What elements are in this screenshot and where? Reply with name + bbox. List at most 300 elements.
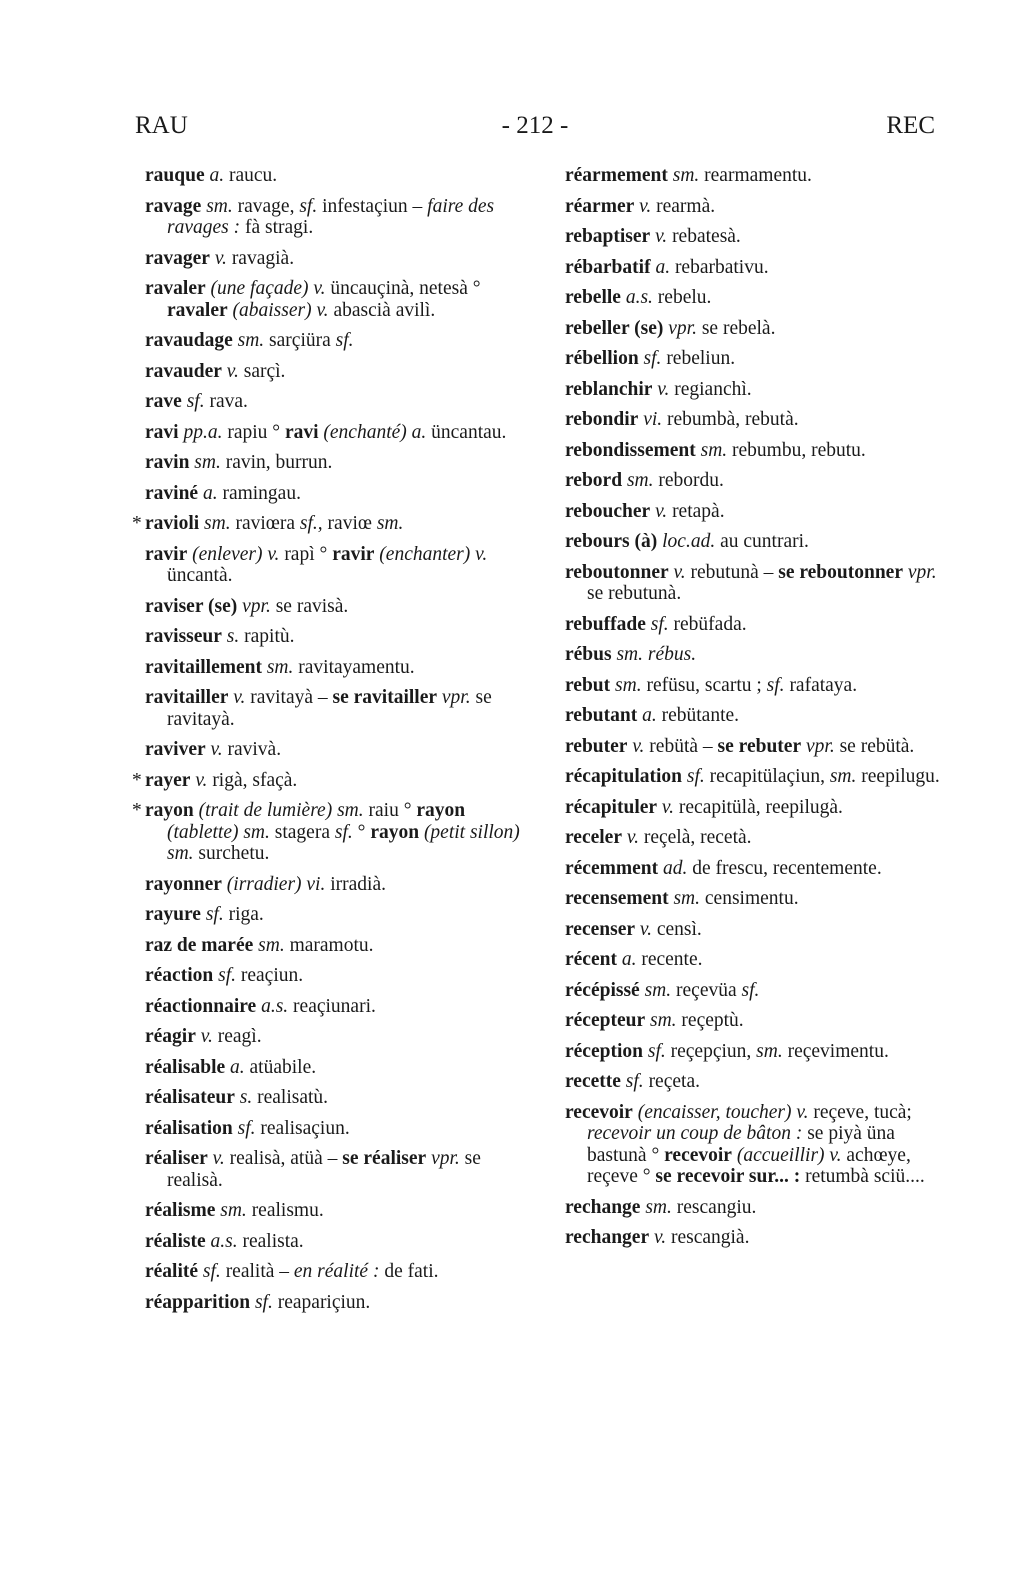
translation-text: se rebutunà. [587, 583, 682, 604]
headword: se reboutonner [778, 561, 903, 583]
translation-text: de frescu, recentemente. [687, 857, 882, 879]
grammar-note: (trait de lumière) sm. [198, 800, 364, 821]
translation-text: reçevüa [671, 979, 742, 1001]
dictionary-entry [145, 544, 525, 587]
translation-text: reçelà, recetà. [638, 827, 752, 848]
headword: réaction [145, 965, 214, 986]
dictionary-entry [145, 657, 525, 679]
grammar-note: v. [210, 739, 223, 760]
translation-text: se piyà üna bastunà ° [587, 1123, 895, 1166]
dictionary-entry [145, 330, 525, 352]
grammar-note: sf. [334, 821, 353, 843]
dictionary-entry [145, 1026, 525, 1048]
page-number: - 212 - [501, 112, 569, 139]
translation-text: abascià avilì. [328, 299, 436, 321]
dictionary-entry [145, 965, 525, 987]
translation-text: rescangiu. [671, 1196, 757, 1218]
headword: récapitulation [565, 766, 682, 787]
grammar-note: s. [226, 626, 240, 647]
grammar-note: (enchanter) v. [379, 543, 488, 565]
headword: recevoir [664, 1144, 732, 1166]
grammar-note: sm. [644, 979, 672, 1001]
translation-text: rafataya. [784, 674, 858, 696]
dictionary-entry [132, 800, 525, 865]
dictionary-entry [145, 196, 525, 239]
headword: rebelle [565, 287, 621, 308]
headword: se réaliser [342, 1148, 427, 1169]
headword: recevoir [565, 1101, 633, 1123]
headword: rébellion [565, 348, 639, 369]
translation-text: fà stragi. [240, 217, 314, 238]
dictionary-entry [145, 1118, 525, 1140]
dictionary-entry [145, 278, 525, 321]
translation-text: recapitülaçiun, [704, 766, 830, 787]
translation-text: üncauçinà, netesà ° [325, 278, 481, 299]
dictionary-entry [565, 766, 945, 788]
grammar-note: sm. [645, 1196, 672, 1218]
grammar-note: sm. [673, 888, 701, 909]
translation-text: achœye, reçeve ° [587, 1144, 911, 1187]
grammar-note: v. [214, 247, 227, 269]
headword: réaliser [145, 1148, 208, 1169]
dictionary-entry [565, 858, 945, 880]
headword: reboutonner [565, 561, 669, 583]
headword: receler [565, 827, 622, 848]
translation-text: infestaçiun – [317, 195, 428, 217]
dictionary-entry [145, 1200, 525, 1222]
translation-text: recente. [636, 949, 703, 970]
headword: ravitaillement [145, 656, 262, 678]
asterisk-marker: * [132, 769, 142, 791]
translation-text: reepilugu. [856, 766, 940, 787]
headword: rebondir [565, 409, 639, 430]
grammar-note: (accueillir) v. [736, 1144, 842, 1166]
headword: ravir [332, 543, 375, 565]
translation-text: reagì. [212, 1026, 262, 1047]
grammar-note: sf. [335, 330, 354, 351]
grammar-note: v. [226, 360, 239, 382]
dictionary-entry [145, 422, 525, 444]
grammar-note: v. [654, 1227, 667, 1248]
translation-text: realisatù. [252, 1087, 329, 1108]
headword: rayer [145, 769, 191, 791]
grammar-note: a.s. [210, 1230, 238, 1252]
grammar-note: sm. [615, 674, 642, 696]
dictionary-entry [145, 1057, 525, 1079]
dictionary-entry [565, 827, 945, 849]
dictionary-entry [565, 1010, 945, 1032]
dictionary-entry [565, 196, 945, 218]
headword: reblanchir [565, 378, 653, 400]
grammar-note: v. [657, 378, 670, 400]
grammar-note: en réalité : [293, 1261, 380, 1282]
grammar-note: sm. [258, 934, 285, 956]
header-left-guideword: RAU [135, 112, 188, 139]
headword: rebutant [565, 705, 638, 726]
dictionary-entry [145, 361, 525, 383]
translation-text: reçeptù. [676, 1010, 744, 1031]
grammar-note: sm. [700, 439, 728, 461]
dictionary-entry [145, 874, 525, 896]
grammar-note: a. [209, 165, 225, 186]
grammar-note: vi. [643, 409, 663, 430]
translation-text: ravivà. [222, 739, 282, 760]
headword: réception [565, 1040, 643, 1062]
translation-text: reçeta. [643, 1071, 700, 1092]
headword: réapparition [145, 1291, 251, 1313]
dictionary-entry [565, 980, 945, 1002]
translation-text: rapì ° [279, 543, 333, 565]
grammar-note: sm. [650, 1010, 677, 1031]
translation-text: rebüfada. [668, 613, 747, 635]
headword: raviné [145, 482, 199, 504]
translation-text: se ravisà. [270, 595, 349, 617]
grammar-note: sm. [672, 165, 700, 186]
translation-text: ravitayamentu. [293, 656, 415, 678]
grammar-note: sf. [625, 1071, 644, 1092]
headword: récemment [565, 857, 659, 879]
translation-text: reçepçiun, [665, 1040, 757, 1062]
translation-text: reapariçiun. [272, 1291, 371, 1313]
dictionary-entry [565, 1102, 945, 1188]
grammar-note: sf. [766, 674, 785, 696]
left-column [132, 165, 525, 1322]
grammar-note: a. [655, 256, 671, 278]
dictionary-entry [565, 644, 945, 666]
dictionary-entry [132, 513, 525, 535]
translation-text: raviœra [230, 513, 300, 534]
grammar-note: v. [655, 500, 668, 522]
grammar-note: a.s. [261, 995, 289, 1017]
dictionary-entry [565, 348, 945, 370]
grammar-note: v. [639, 918, 652, 940]
grammar-note: sm. [237, 330, 265, 351]
grammar-note: sm. [829, 766, 857, 787]
dictionary-entry [565, 1071, 945, 1093]
translation-text: sarçiüra [264, 330, 336, 351]
translation-text: ramingau. [217, 482, 301, 504]
translation-text: realista. [237, 1230, 304, 1252]
headword: réalisme [145, 1200, 216, 1221]
headword: rayonner [145, 873, 222, 895]
headword: ravioli [145, 513, 200, 534]
dictionary-entry [565, 888, 945, 910]
grammar-note: a. [642, 705, 657, 726]
translation-text: surchetu. [193, 843, 270, 864]
translation-text: retumbà sciü.... [800, 1166, 925, 1187]
headword: rayon [370, 821, 420, 843]
translation-text: se rebelà. [696, 317, 776, 339]
headword: ravauder [145, 360, 222, 382]
grammar-note: v. [632, 735, 645, 757]
grammar-note: faire des ravages : [167, 195, 495, 238]
translation-text: raiu ° [363, 800, 417, 821]
headword: ravisseur [145, 626, 222, 647]
headword: ravi [145, 421, 179, 443]
headword: récepteur [565, 1010, 646, 1031]
translation-text: sarçì. [238, 360, 286, 382]
headword: ravaler [167, 299, 228, 321]
grammar-note: v. [655, 226, 668, 247]
translation-text: üncantau. [426, 421, 507, 443]
dictionary-entry [565, 287, 945, 309]
translation-text: recapitülà, reepilugà. [674, 796, 843, 818]
grammar-note: sm. [376, 513, 404, 534]
headword: récent [565, 949, 617, 970]
dictionary-entry [565, 409, 945, 431]
dictionary-entry [565, 531, 945, 553]
headword: réagir [145, 1026, 196, 1047]
grammar-note: vpr. [441, 687, 471, 708]
grammar-note: sm. [626, 470, 654, 491]
grammar-note: (abaisser) [232, 299, 312, 321]
grammar-note: ad. [662, 857, 688, 879]
grammar-note: v. [661, 796, 675, 818]
translation-text: rapiu ° [222, 421, 285, 443]
headword: rebeller (se) [565, 317, 664, 339]
headword: rauque [145, 165, 205, 186]
grammar-note: vpr. [805, 735, 835, 757]
grammar-note: v. [195, 769, 208, 791]
grammar-note: sf., [299, 513, 323, 534]
headword: raz de marée [145, 934, 254, 956]
grammar-note: v. [200, 1026, 213, 1047]
translation-text: censì. [651, 918, 702, 940]
grammar-note: sf. [218, 965, 236, 986]
grammar-note: v. [639, 195, 652, 217]
dictionary-entry [145, 1087, 525, 1109]
headword: ravage [145, 195, 202, 217]
translation-text: rebumbà, rebutà. [662, 409, 799, 430]
dictionary-entry [145, 626, 525, 648]
translation-text: üncantà. [167, 565, 233, 586]
dictionary-entry [145, 1148, 525, 1191]
grammar-note: v. [313, 278, 326, 299]
translation-text: rebütante. [656, 705, 740, 726]
headword: raviser (se) [145, 595, 238, 617]
grammar-note: sm. [206, 195, 233, 217]
grammar-note: recevoir un coup de bâton : [587, 1123, 803, 1144]
headword: rayon [145, 800, 194, 821]
translation-text: rapitù. [239, 626, 295, 647]
headword: récépissé [565, 979, 640, 1001]
translation-text: reaçiun. [236, 965, 304, 986]
dictionary-entry [565, 470, 945, 492]
grammar-note: vpr. [431, 1148, 460, 1169]
dictionary-entry [565, 379, 945, 401]
grammar-note: sf. [202, 1261, 221, 1282]
translation-text: ° [352, 821, 371, 843]
headword: rave [145, 391, 182, 412]
translation-text: rebarbativu. [670, 256, 769, 278]
grammar-note: pp.a. [183, 421, 223, 443]
grammar-note: sm. rébus. [616, 644, 697, 665]
translation-text: realità – [220, 1261, 294, 1282]
headword: rayure [145, 904, 201, 925]
grammar-note: sf. [237, 1117, 256, 1139]
dictionary-entry [565, 949, 945, 971]
grammar-note: sm. [266, 656, 294, 678]
headword: ravager [145, 247, 210, 269]
page-header [135, 112, 935, 152]
grammar-note: sf. [186, 391, 205, 412]
translation-text: reaçiunari. [288, 995, 376, 1017]
translation-text: rebutunà – [685, 561, 779, 583]
dictionary-entry [565, 226, 945, 248]
grammar-note: vpr. [668, 317, 697, 339]
translation-text: rebordu. [653, 470, 724, 491]
headword: rebondissement [565, 439, 696, 461]
grammar-note: sm. [204, 513, 231, 534]
headword: rebut [565, 674, 611, 696]
grammar-note: (petit sillon) sm. [167, 821, 520, 864]
translation-text: au cuntrari. [715, 531, 809, 552]
grammar-note: sm. [756, 1040, 783, 1062]
right-column [565, 165, 945, 1258]
headword: rechanger [565, 1227, 650, 1248]
headword: rebours (à) [565, 531, 658, 552]
translation-text: se realisà. [167, 1148, 481, 1191]
grammar-note: (une façade) [210, 278, 309, 299]
grammar-note: (enlever) v. [192, 543, 280, 565]
headword: recenser [565, 918, 636, 940]
headword: réarmement [565, 165, 668, 186]
headword: ravi [284, 421, 319, 443]
grammar-note: sf. [741, 979, 760, 1001]
dictionary-entry [145, 452, 525, 474]
headword: rebord [565, 470, 623, 491]
headword: réalité [145, 1261, 199, 1282]
translation-text: stagera [269, 821, 335, 843]
translation-text: riga. [223, 904, 264, 925]
headword: réalisateur [145, 1087, 235, 1108]
grammar-note: sf. [643, 348, 662, 369]
dictionary-entry [565, 257, 945, 279]
dictionary-entry [565, 1227, 945, 1249]
headword: raviver [145, 739, 206, 760]
grammar-note: loc.ad. [662, 531, 716, 552]
headword: récapituler [565, 796, 658, 818]
headword: rébus [565, 644, 612, 665]
dictionary-entry [145, 165, 525, 187]
translation-text: de fati. [379, 1261, 439, 1282]
dictionary-entry [145, 596, 525, 618]
headword: rechange [565, 1196, 641, 1218]
grammar-note: sf. [647, 1040, 666, 1062]
translation-text: ravagià. [226, 247, 295, 269]
grammar-note: (tablette) sm. [167, 821, 270, 843]
dictionary-entry [565, 165, 945, 187]
translation-text: realismu. [246, 1200, 324, 1221]
translation-text: raucu. [224, 165, 278, 186]
dictionary-entry [565, 919, 945, 941]
dictionary-entry [145, 1261, 525, 1283]
translation-text: realisaçiun. [255, 1117, 350, 1139]
grammar-note: v. [212, 1148, 225, 1169]
dictionary-entry [145, 739, 525, 761]
headword: ravaler [145, 278, 206, 299]
translation-text: raviœ [322, 513, 377, 534]
headword: rebuffade [565, 613, 646, 635]
headword: réarmer [565, 195, 635, 217]
headword: ravir [145, 543, 188, 565]
grammar-note: v. [673, 561, 686, 583]
translation-text: censimentu. [700, 888, 799, 909]
dictionary-entry [565, 318, 945, 340]
grammar-note: a. [202, 482, 218, 504]
grammar-note: sf. [299, 195, 318, 217]
grammar-note: v. [316, 299, 329, 321]
dictionary-entry [565, 614, 945, 636]
grammar-note: s. [239, 1087, 253, 1108]
dictionary-entry [565, 1041, 945, 1063]
headword: reboucher [565, 500, 651, 522]
headword: rayon [416, 800, 466, 821]
dictionary-entry [565, 797, 945, 819]
translation-text: refüsu, scartu ; [641, 674, 767, 696]
grammar-note: (enchanté) a. [323, 421, 427, 443]
translation-text: atüabile. [244, 1056, 317, 1078]
translation-text: rearmà. [651, 195, 716, 217]
headword: réactionnaire [145, 995, 257, 1017]
translation-text: rava. [204, 391, 248, 412]
translation-text: ravage, [232, 195, 300, 217]
dictionary-entry [565, 675, 945, 697]
grammar-note: (irradier) vi. [226, 873, 326, 895]
translation-text: reçevimentu. [782, 1040, 889, 1062]
grammar-note: sm. [194, 452, 221, 473]
grammar-note: sf. [205, 904, 224, 925]
dictionary-entry [132, 769, 525, 792]
translation-text: regianchì. [669, 378, 752, 400]
grammar-note: a. [621, 949, 637, 970]
dictionary-entry [565, 440, 945, 462]
dictionary-entry [565, 501, 945, 523]
translation-text: rebütà – [644, 735, 718, 757]
grammar-note: v. [626, 827, 639, 848]
headword: recensement [565, 888, 669, 909]
translation-text: rescangià. [666, 1227, 750, 1248]
headword: se ravitailler [332, 687, 438, 708]
headword: réalisable [145, 1056, 226, 1078]
translation-text: ravitayà – [245, 687, 333, 708]
grammar-note: a. [230, 1056, 245, 1078]
headword: réaliste [145, 1230, 206, 1252]
dictionary-entry [145, 996, 525, 1018]
asterisk-marker: * [132, 513, 142, 534]
translation-text: retapà. [667, 500, 725, 522]
translation-text: se rebütà. [834, 735, 915, 757]
translation-text: rearmamentu. [699, 165, 812, 186]
headword: se recevoir sur... : [655, 1166, 801, 1187]
grammar-note: sf. [686, 766, 705, 787]
header-right-guideword: REC [886, 112, 935, 139]
headword: ravin [145, 452, 190, 473]
translation-text: maramotu. [284, 934, 374, 956]
headword: rebaptiser [565, 226, 651, 247]
grammar-note: sf. [650, 613, 669, 635]
dictionary-entry [145, 1231, 525, 1253]
translation-text: rebelu. [652, 287, 712, 308]
translation-text: ravin, burrun. [220, 452, 333, 473]
headword: réalisation [145, 1117, 233, 1139]
translation-text: se ravitayà. [167, 687, 492, 730]
grammar-note: a.s. [625, 287, 653, 308]
headword: rebuter [565, 735, 628, 757]
grammar-note: sm. [220, 1200, 247, 1221]
grammar-note: vpr. [907, 561, 937, 583]
translation-text: rebeliun. [661, 348, 736, 369]
